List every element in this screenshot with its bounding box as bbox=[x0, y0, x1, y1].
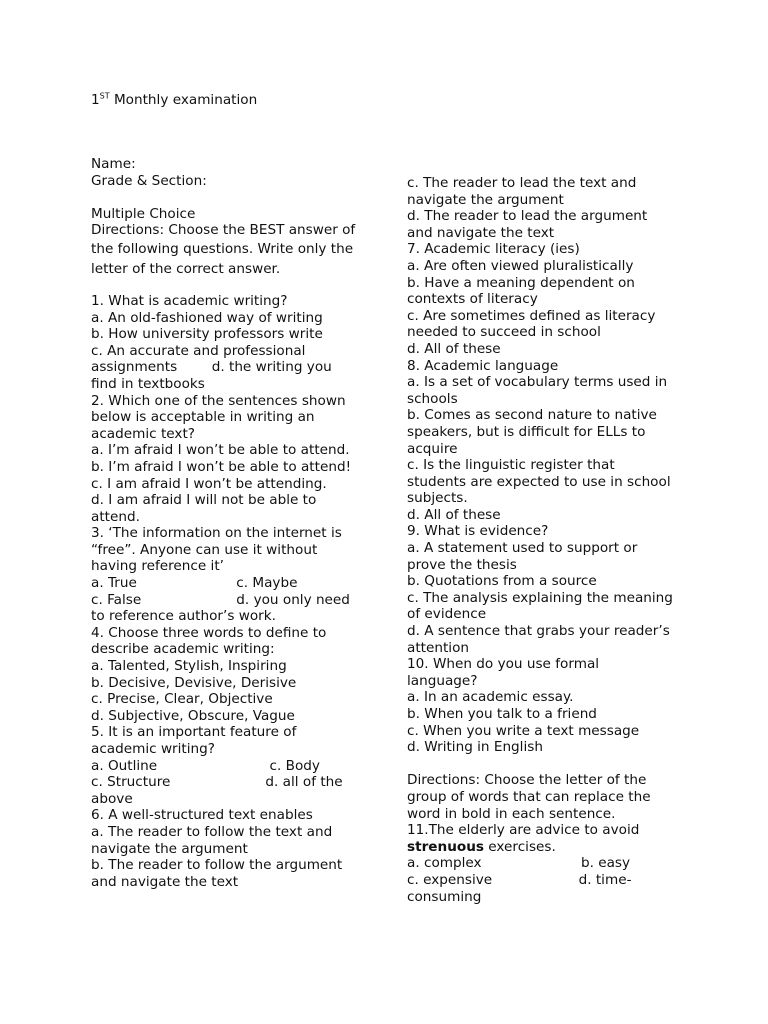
question-text-line: above bbox=[91, 790, 133, 807]
right-column bbox=[407, 175, 682, 905]
question-11-choice-line: c. expensive d. time- bbox=[407, 871, 632, 888]
question-text-line: attend. bbox=[91, 508, 140, 525]
question-text-line: “free”. Anyone can use it without bbox=[91, 541, 318, 558]
question-text-line: language? bbox=[407, 672, 478, 689]
title-superscript: ST bbox=[99, 91, 110, 101]
question-text-line: d. The reader to lead the argument bbox=[407, 208, 648, 225]
exam-title bbox=[91, 92, 257, 109]
title-number: 1 bbox=[91, 92, 100, 108]
question-text-line: d. Writing in English bbox=[407, 739, 543, 756]
question-text-line: students are expected to use in school bbox=[407, 473, 671, 490]
question-text-line: b. The reader to follow the argument bbox=[91, 857, 343, 874]
question-text-line: c. Are sometimes defined as literacy bbox=[407, 307, 656, 324]
directions-line: Directions: Choose the BEST answer of bbox=[91, 222, 356, 239]
question-text-line: 3. ‘The information on the internet is bbox=[91, 525, 342, 542]
question-text-line: contexts of literacy bbox=[407, 291, 538, 308]
title-text: Monthly examination bbox=[109, 92, 258, 108]
question-text-line: academic writing? bbox=[91, 741, 215, 757]
question-text-line: a. Are often viewed pluralistically bbox=[407, 257, 634, 274]
question-text-line: navigate the argument bbox=[407, 191, 564, 208]
directions-line: Directions: Choose the letter of the bbox=[407, 772, 647, 789]
question-text-line: needed to succeed in school bbox=[407, 324, 601, 341]
question-text-line: b. How university professors write bbox=[91, 326, 323, 343]
question-text-line: prove the thesis bbox=[407, 556, 517, 573]
question-text-line: c. The analysis explaining the meaning bbox=[407, 589, 673, 606]
stem-end: exercises. bbox=[483, 838, 556, 855]
question-text-line: acquire bbox=[407, 440, 458, 457]
question-text-line: 10. When do you use formal bbox=[407, 656, 600, 673]
question-text-line: and navigate the text bbox=[91, 873, 239, 890]
directions-line: the following questions. Write only the bbox=[91, 240, 354, 257]
question-text-line: attention bbox=[407, 639, 470, 656]
section-heading: Multiple Choice bbox=[91, 205, 196, 222]
question-text-line: find in textbooks bbox=[91, 375, 205, 392]
question-text-line: b. Decisive, Devisive, Derisive bbox=[91, 674, 297, 691]
question-text-line: 8. Academic language bbox=[407, 357, 559, 374]
question-text-line: to reference author’s work. bbox=[91, 608, 276, 625]
question-text-line: c. I am afraid I won’t be attending. bbox=[91, 475, 327, 492]
question-11-choice-line: a. complex b. easy bbox=[407, 855, 631, 872]
directions-line: letter of the correct answer. bbox=[91, 260, 281, 277]
question-text-line: c. False d. you only need bbox=[91, 591, 350, 608]
question-text-line: b. Comes as second nature to native bbox=[407, 407, 657, 424]
question-list-left bbox=[91, 293, 363, 890]
question-11-stem: 11.The elderly are advice to avoid bbox=[407, 822, 640, 839]
question-text-line: a. An old-fashioned way of writing bbox=[91, 309, 323, 326]
question-text-line: assignments d. the writing you bbox=[91, 359, 332, 376]
question-text-line: navigate the argument bbox=[91, 840, 248, 857]
question-text-line: c. The reader to lead the text and bbox=[407, 175, 637, 191]
directions-line: group of words that can replace the bbox=[407, 788, 651, 805]
question-text-line: a. In an academic essay. bbox=[407, 689, 574, 706]
question-text-line: d. All of these bbox=[407, 506, 501, 523]
section-directions bbox=[91, 222, 363, 279]
grade-section-label: Grade & Section: bbox=[91, 172, 207, 189]
question-text-line: b. When you talk to a friend bbox=[407, 706, 597, 722]
question-text-line: 7. Academic literacy (ies) bbox=[407, 241, 580, 258]
question-text-line: d. Subjective, Obscure, Vague bbox=[91, 707, 295, 724]
question-text-line: c. An accurate and professional bbox=[91, 342, 306, 359]
question-text-line: 5. It is an important feature of bbox=[91, 724, 297, 741]
name-label: Name: bbox=[91, 156, 136, 172]
question-text-line: a. A statement used to support or bbox=[407, 540, 638, 557]
bold-word: strenuous bbox=[407, 838, 484, 855]
question-text-line: d. I am afraid I will not be able to bbox=[91, 492, 317, 509]
question-text-line: a. I’m afraid I won’t be able to attend. bbox=[91, 442, 350, 459]
question-text-line: 4. Choose three words to define to bbox=[91, 624, 327, 641]
section-two-directions bbox=[407, 772, 682, 822]
question-11-choice-line: consuming bbox=[407, 888, 482, 905]
question-text-line: and navigate the text bbox=[407, 224, 555, 241]
question-text-line: having reference it’ bbox=[91, 558, 224, 575]
question-text-line: a. Outline c. Body bbox=[91, 757, 320, 774]
question-text-line: d. All of these bbox=[407, 340, 501, 357]
question-text-line: c. Precise, Clear, Objective bbox=[91, 691, 273, 708]
question-text-line: c. Structure d. all of the bbox=[91, 774, 343, 791]
question-text-line: a. True c. Maybe bbox=[91, 575, 298, 592]
left-column bbox=[91, 156, 363, 890]
question-text-line: d. A sentence that grabs your reader’s bbox=[407, 623, 670, 640]
question-text-line: 1. What is academic writing? bbox=[91, 292, 288, 309]
question-text-line: a. The reader to follow the text and bbox=[91, 823, 333, 840]
question-text-line: academic text? bbox=[91, 425, 195, 442]
question-text-line: schools bbox=[407, 390, 458, 407]
question-text-line: b. I’m afraid I won’t be able to attend! bbox=[91, 458, 352, 475]
question-list-right bbox=[407, 175, 682, 756]
question-text-line: b. Have a meaning dependent on bbox=[407, 274, 635, 291]
question-text-line: c. When you write a text message bbox=[407, 722, 640, 739]
question-11-stem-cont bbox=[407, 839, 682, 856]
question-text-line: a. Is a set of vocabulary terms used in bbox=[407, 374, 668, 391]
question-text-line: 6. A well-structured text enables bbox=[91, 807, 313, 824]
question-text-line: below is acceptable in writing an bbox=[91, 409, 315, 426]
question-text-line: speakers, but is difficult for ELLs to bbox=[407, 423, 646, 440]
question-text-line: describe academic writing: bbox=[91, 641, 275, 658]
question-text-line: c. Is the linguistic register that bbox=[407, 457, 615, 474]
question-text-line: b. Quotations from a source bbox=[407, 573, 597, 590]
question-text-line: subjects. bbox=[407, 490, 468, 507]
question-text-line: of evidence bbox=[407, 606, 487, 623]
question-text-line: a. Talented, Stylish, Inspiring bbox=[91, 658, 287, 675]
directions-line: word in bold in each sentence. bbox=[407, 805, 616, 822]
question-text-line: 9. What is evidence? bbox=[407, 523, 549, 540]
question-text-line: 2. Which one of the sentences shown bbox=[91, 392, 346, 409]
